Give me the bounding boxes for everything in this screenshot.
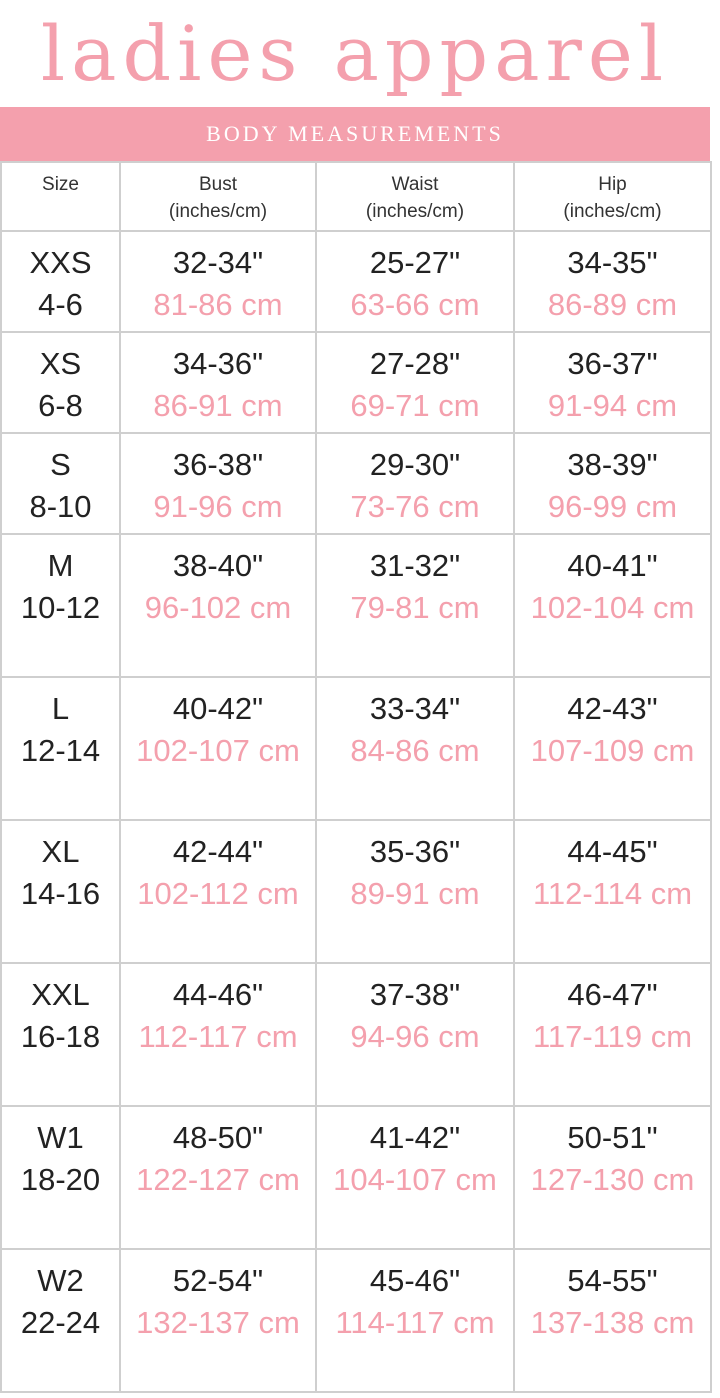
table-row bbox=[1, 677, 711, 820]
bust-bust-in: 34-36" bbox=[172, 346, 264, 381]
table-header-row bbox=[1, 162, 711, 231]
hip-hip-cm: 91-94 cm bbox=[547, 388, 678, 423]
hip-hip-in: 34-35" bbox=[567, 245, 658, 280]
header-size bbox=[1, 162, 120, 231]
waist-waist-in: 33-34" bbox=[369, 691, 461, 726]
hip-hip-in: 38-39" bbox=[567, 447, 658, 482]
table-row bbox=[1, 231, 711, 332]
hip-hip-cm: 112-114 cm bbox=[532, 876, 693, 911]
size-range: 16-18 bbox=[20, 1019, 101, 1054]
table-row bbox=[1, 332, 711, 433]
waist-waist-cm: 63-66 cm bbox=[350, 287, 480, 322]
size-cell bbox=[1, 1106, 120, 1249]
bust-cell bbox=[120, 1106, 316, 1249]
page-title: ladies apparel bbox=[40, 9, 670, 98]
hip-hip-in: 40-41" bbox=[567, 548, 658, 583]
bust-bust-in: 42-44" bbox=[172, 834, 264, 869]
size-range: 8-10 bbox=[29, 489, 92, 524]
hip-hip-in: 54-55" bbox=[567, 1263, 658, 1298]
size-size: XXS bbox=[29, 245, 92, 280]
hip-hip-in: 46-47" bbox=[567, 977, 658, 1012]
bust-bust-in: 44-46" bbox=[172, 977, 264, 1012]
size-range: 12-14 bbox=[20, 733, 101, 768]
bust-bust-in: 40-42" bbox=[172, 691, 264, 726]
size-size: XS bbox=[39, 346, 82, 381]
size-range: 22-24 bbox=[20, 1305, 101, 1340]
waist-cell bbox=[316, 1106, 514, 1249]
size-size: W1 bbox=[37, 1120, 84, 1155]
size-cell bbox=[1, 332, 120, 433]
size-range: 4-6 bbox=[38, 287, 83, 322]
hip-hip-cm: 137-138 cm bbox=[530, 1305, 695, 1340]
bust-bust-cm: 102-112 cm bbox=[137, 876, 299, 911]
header-hip bbox=[514, 162, 711, 231]
waist-waist-cm: 114-117 cm bbox=[335, 1305, 495, 1340]
bust-bust-in: 52-54" bbox=[172, 1263, 264, 1298]
waist-waist-in: 29-30" bbox=[369, 447, 461, 482]
hip-hip-in: 36-37" bbox=[567, 346, 658, 381]
size-cell bbox=[1, 820, 120, 963]
bust-bust-cm: 91-96 cm bbox=[153, 489, 283, 524]
hip-hip-cm: 102-104 cm bbox=[530, 590, 695, 625]
header-hip-unit: (inches/cm) bbox=[563, 201, 662, 222]
size-cell bbox=[1, 231, 120, 332]
header-bust-label: Bust bbox=[198, 174, 238, 195]
table-row bbox=[1, 820, 711, 963]
hip-cell bbox=[514, 1106, 711, 1249]
hip-cell bbox=[514, 963, 711, 1106]
size-size: L bbox=[51, 691, 70, 726]
size-range: 6-8 bbox=[38, 388, 83, 423]
waist-waist-in: 37-38" bbox=[369, 977, 461, 1012]
header-bust-unit: (inches/cm) bbox=[168, 201, 268, 222]
table-row bbox=[1, 1249, 711, 1392]
bust-bust-cm: 86-91 cm bbox=[153, 388, 283, 423]
size-cell bbox=[1, 677, 120, 820]
bust-bust-cm: 132-137 cm bbox=[136, 1305, 300, 1340]
bust-bust-cm: 102-107 cm bbox=[136, 733, 300, 768]
hip-cell bbox=[514, 534, 711, 677]
size-cell bbox=[1, 433, 120, 534]
waist-waist-in: 35-36" bbox=[369, 834, 461, 869]
waist-waist-cm: 94-96 cm bbox=[350, 1019, 480, 1054]
waist-cell bbox=[316, 534, 514, 677]
table-body bbox=[1, 231, 711, 1392]
hip-cell bbox=[514, 433, 711, 534]
bust-cell bbox=[120, 433, 316, 534]
hip-cell bbox=[514, 332, 711, 433]
hip-cell bbox=[514, 1249, 711, 1392]
waist-waist-cm: 79-81 cm bbox=[350, 590, 480, 625]
bust-bust-cm: 122-127 cm bbox=[136, 1162, 300, 1197]
table-row bbox=[1, 963, 711, 1106]
waist-cell bbox=[316, 332, 514, 433]
size-size: XXL bbox=[31, 977, 90, 1012]
table-row bbox=[1, 1106, 711, 1249]
section-banner: BODY MEASUREMENTS bbox=[0, 107, 710, 161]
size-size: XL bbox=[41, 834, 80, 869]
bust-cell bbox=[120, 332, 316, 433]
waist-cell bbox=[316, 963, 514, 1106]
hip-cell bbox=[514, 820, 711, 963]
header-hip-label: Hip bbox=[598, 174, 627, 195]
waist-waist-in: 25-27" bbox=[369, 245, 461, 280]
bust-bust-in: 32-34" bbox=[172, 245, 264, 280]
bust-bust-in: 38-40" bbox=[172, 548, 264, 583]
waist-waist-cm: 73-76 cm bbox=[350, 489, 480, 524]
hip-cell bbox=[514, 231, 711, 332]
waist-waist-cm: 84-86 cm bbox=[350, 733, 480, 768]
table-row bbox=[1, 433, 711, 534]
waist-waist-cm: 69-71 cm bbox=[350, 388, 480, 423]
header-bust bbox=[120, 162, 316, 231]
size-size: S bbox=[50, 447, 71, 482]
hip-hip-cm: 107-109 cm bbox=[530, 733, 695, 768]
size-range: 10-12 bbox=[20, 590, 101, 625]
hip-hip-cm: 86-89 cm bbox=[547, 287, 678, 322]
hip-cell bbox=[514, 677, 711, 820]
bust-bust-in: 48-50" bbox=[172, 1120, 264, 1155]
size-cell bbox=[1, 534, 120, 677]
bust-bust-cm: 112-117 cm bbox=[138, 1019, 298, 1054]
hip-hip-cm: 127-130 cm bbox=[530, 1162, 695, 1197]
hip-hip-cm: 96-99 cm bbox=[547, 489, 678, 524]
hip-hip-in: 42-43" bbox=[567, 691, 658, 726]
waist-cell bbox=[316, 231, 514, 332]
size-range: 14-16 bbox=[20, 876, 101, 911]
hip-hip-in: 50-51" bbox=[567, 1120, 658, 1155]
size-size: M bbox=[47, 548, 74, 583]
bust-cell bbox=[120, 1249, 316, 1392]
waist-cell bbox=[316, 677, 514, 820]
waist-waist-in: 27-28" bbox=[369, 346, 461, 381]
bust-cell bbox=[120, 820, 316, 963]
header-waist-label: Waist bbox=[391, 174, 439, 195]
header-waist bbox=[316, 162, 514, 231]
bust-cell bbox=[120, 677, 316, 820]
bust-bust-cm: 81-86 cm bbox=[153, 287, 283, 322]
waist-waist-cm: 104-107 cm bbox=[333, 1162, 497, 1197]
waist-waist-in: 41-42" bbox=[369, 1120, 461, 1155]
bust-cell bbox=[120, 963, 316, 1106]
hip-hip-in: 44-45" bbox=[567, 834, 658, 869]
bust-cell bbox=[120, 231, 316, 332]
bust-cell bbox=[120, 534, 316, 677]
header-size-label: Size bbox=[42, 174, 79, 195]
waist-cell bbox=[316, 1249, 514, 1392]
waist-waist-in: 31-32" bbox=[369, 548, 461, 583]
bust-bust-cm: 96-102 cm bbox=[144, 590, 292, 625]
size-cell bbox=[1, 963, 120, 1106]
waist-cell bbox=[316, 820, 514, 963]
size-chart-table bbox=[0, 161, 712, 1393]
size-range: 18-20 bbox=[20, 1162, 101, 1197]
waist-waist-in: 45-46" bbox=[369, 1263, 461, 1298]
bust-bust-in: 36-38" bbox=[172, 447, 264, 482]
hip-hip-cm: 117-119 cm bbox=[532, 1019, 693, 1054]
waist-waist-cm: 89-91 cm bbox=[350, 876, 480, 911]
size-size: W2 bbox=[37, 1263, 84, 1298]
size-cell bbox=[1, 1249, 120, 1392]
waist-cell bbox=[316, 433, 514, 534]
table-row bbox=[1, 534, 711, 677]
header-waist-unit: (inches/cm) bbox=[365, 201, 465, 222]
